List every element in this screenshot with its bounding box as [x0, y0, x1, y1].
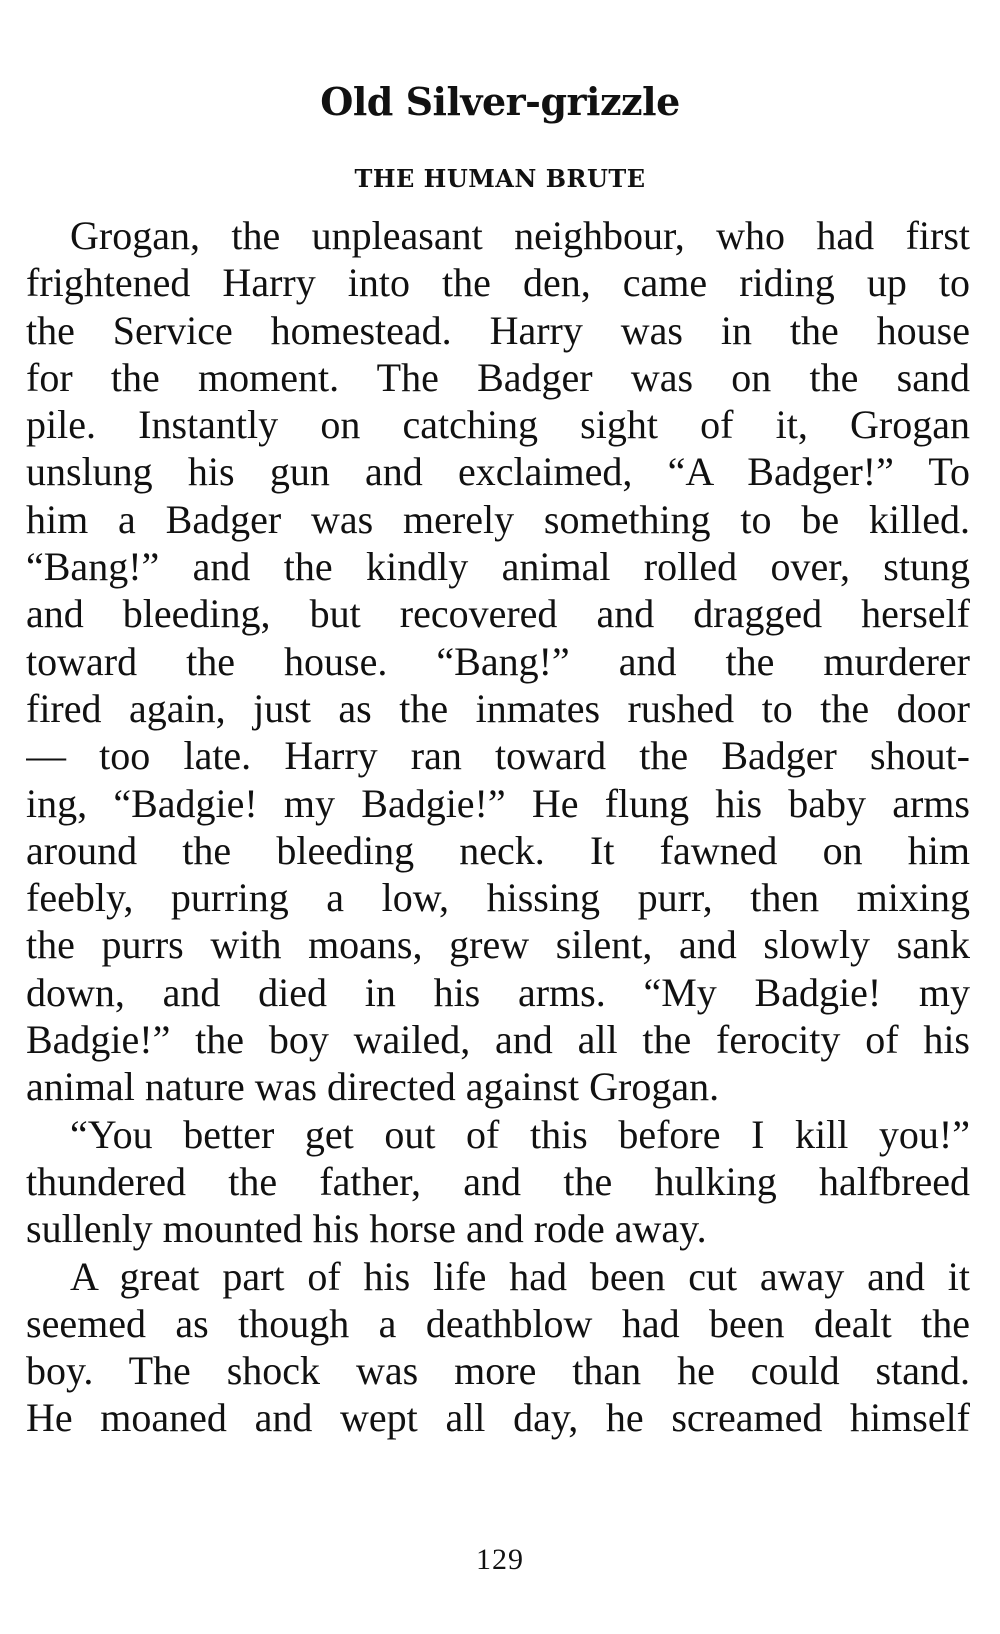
text-line: thundered the father, and the hulking halfbreed [26, 1158, 970, 1204]
text-line: him a Badger was merely something to be killed. [26, 496, 970, 542]
paragraph [26, 1111, 970, 1253]
text-line: “Bang!” and the kindly animal rolled over, stung [26, 544, 970, 590]
text-line: and bleeding, but recovered and dragged herself [26, 591, 970, 637]
text-line: fired again, just as the inmates rushed to the door [26, 685, 970, 731]
text-line: toward the house. “Bang!” and the murderer [26, 638, 970, 684]
text-line: Grogan, the unpleasant neighbour, who had first [70, 213, 970, 258]
text-line: Badgie!” the boy wailed, and all the ferocity of his [26, 1017, 970, 1063]
text-line: around the bleeding neck. It fawned on him [26, 827, 970, 873]
text-line: — too late. Harry ran toward the Badger shout- [26, 733, 970, 779]
text-line: animal nature was directed against Grogan. [26, 1064, 720, 1110]
text-line: pile. Instantly on catching sight of it, Grogan [26, 402, 970, 448]
text-line: unslung his gun and exclaimed, “A Badger!” To [26, 449, 970, 495]
text-line: feebly, purring a low, hissing purr, then mixing [26, 875, 970, 921]
text-line: A great part of his life had been cut away and it [70, 1253, 970, 1299]
page-number: 129 [476, 1543, 524, 1576]
text-line: the Service homestead. Harry was in the house [26, 307, 970, 353]
text-line: the purrs with moans, grew silent, and slowly sank [26, 922, 970, 968]
text-line: “You better get out of this before I kill you!” [70, 1111, 970, 1157]
section-title: THE HUMAN BRUTE [354, 164, 646, 193]
text-line: seemed as though a deathblow had been dealt the [26, 1300, 970, 1346]
text-line: He moaned and wept all day, he screamed himself [26, 1395, 970, 1441]
text-line: ing, “Badgie! my Badgie!” He flung his baby arms [26, 780, 970, 826]
text-line: sullenly mounted his horse and rode away. [26, 1206, 707, 1252]
body-text [26, 212, 970, 1442]
text-line: boy. The shock was more than he could stand. [26, 1348, 970, 1394]
running-head: Old Silver-grizzle [320, 79, 680, 124]
text-line: for the moment. The Badger was on the sand [26, 354, 970, 400]
paragraph [26, 212, 970, 1111]
text-line: frightened Harry into the den, came riding up to [26, 260, 970, 306]
paragraph [26, 1253, 970, 1442]
text-line: down, and died in his arms. “My Badgie! my [26, 969, 970, 1015]
